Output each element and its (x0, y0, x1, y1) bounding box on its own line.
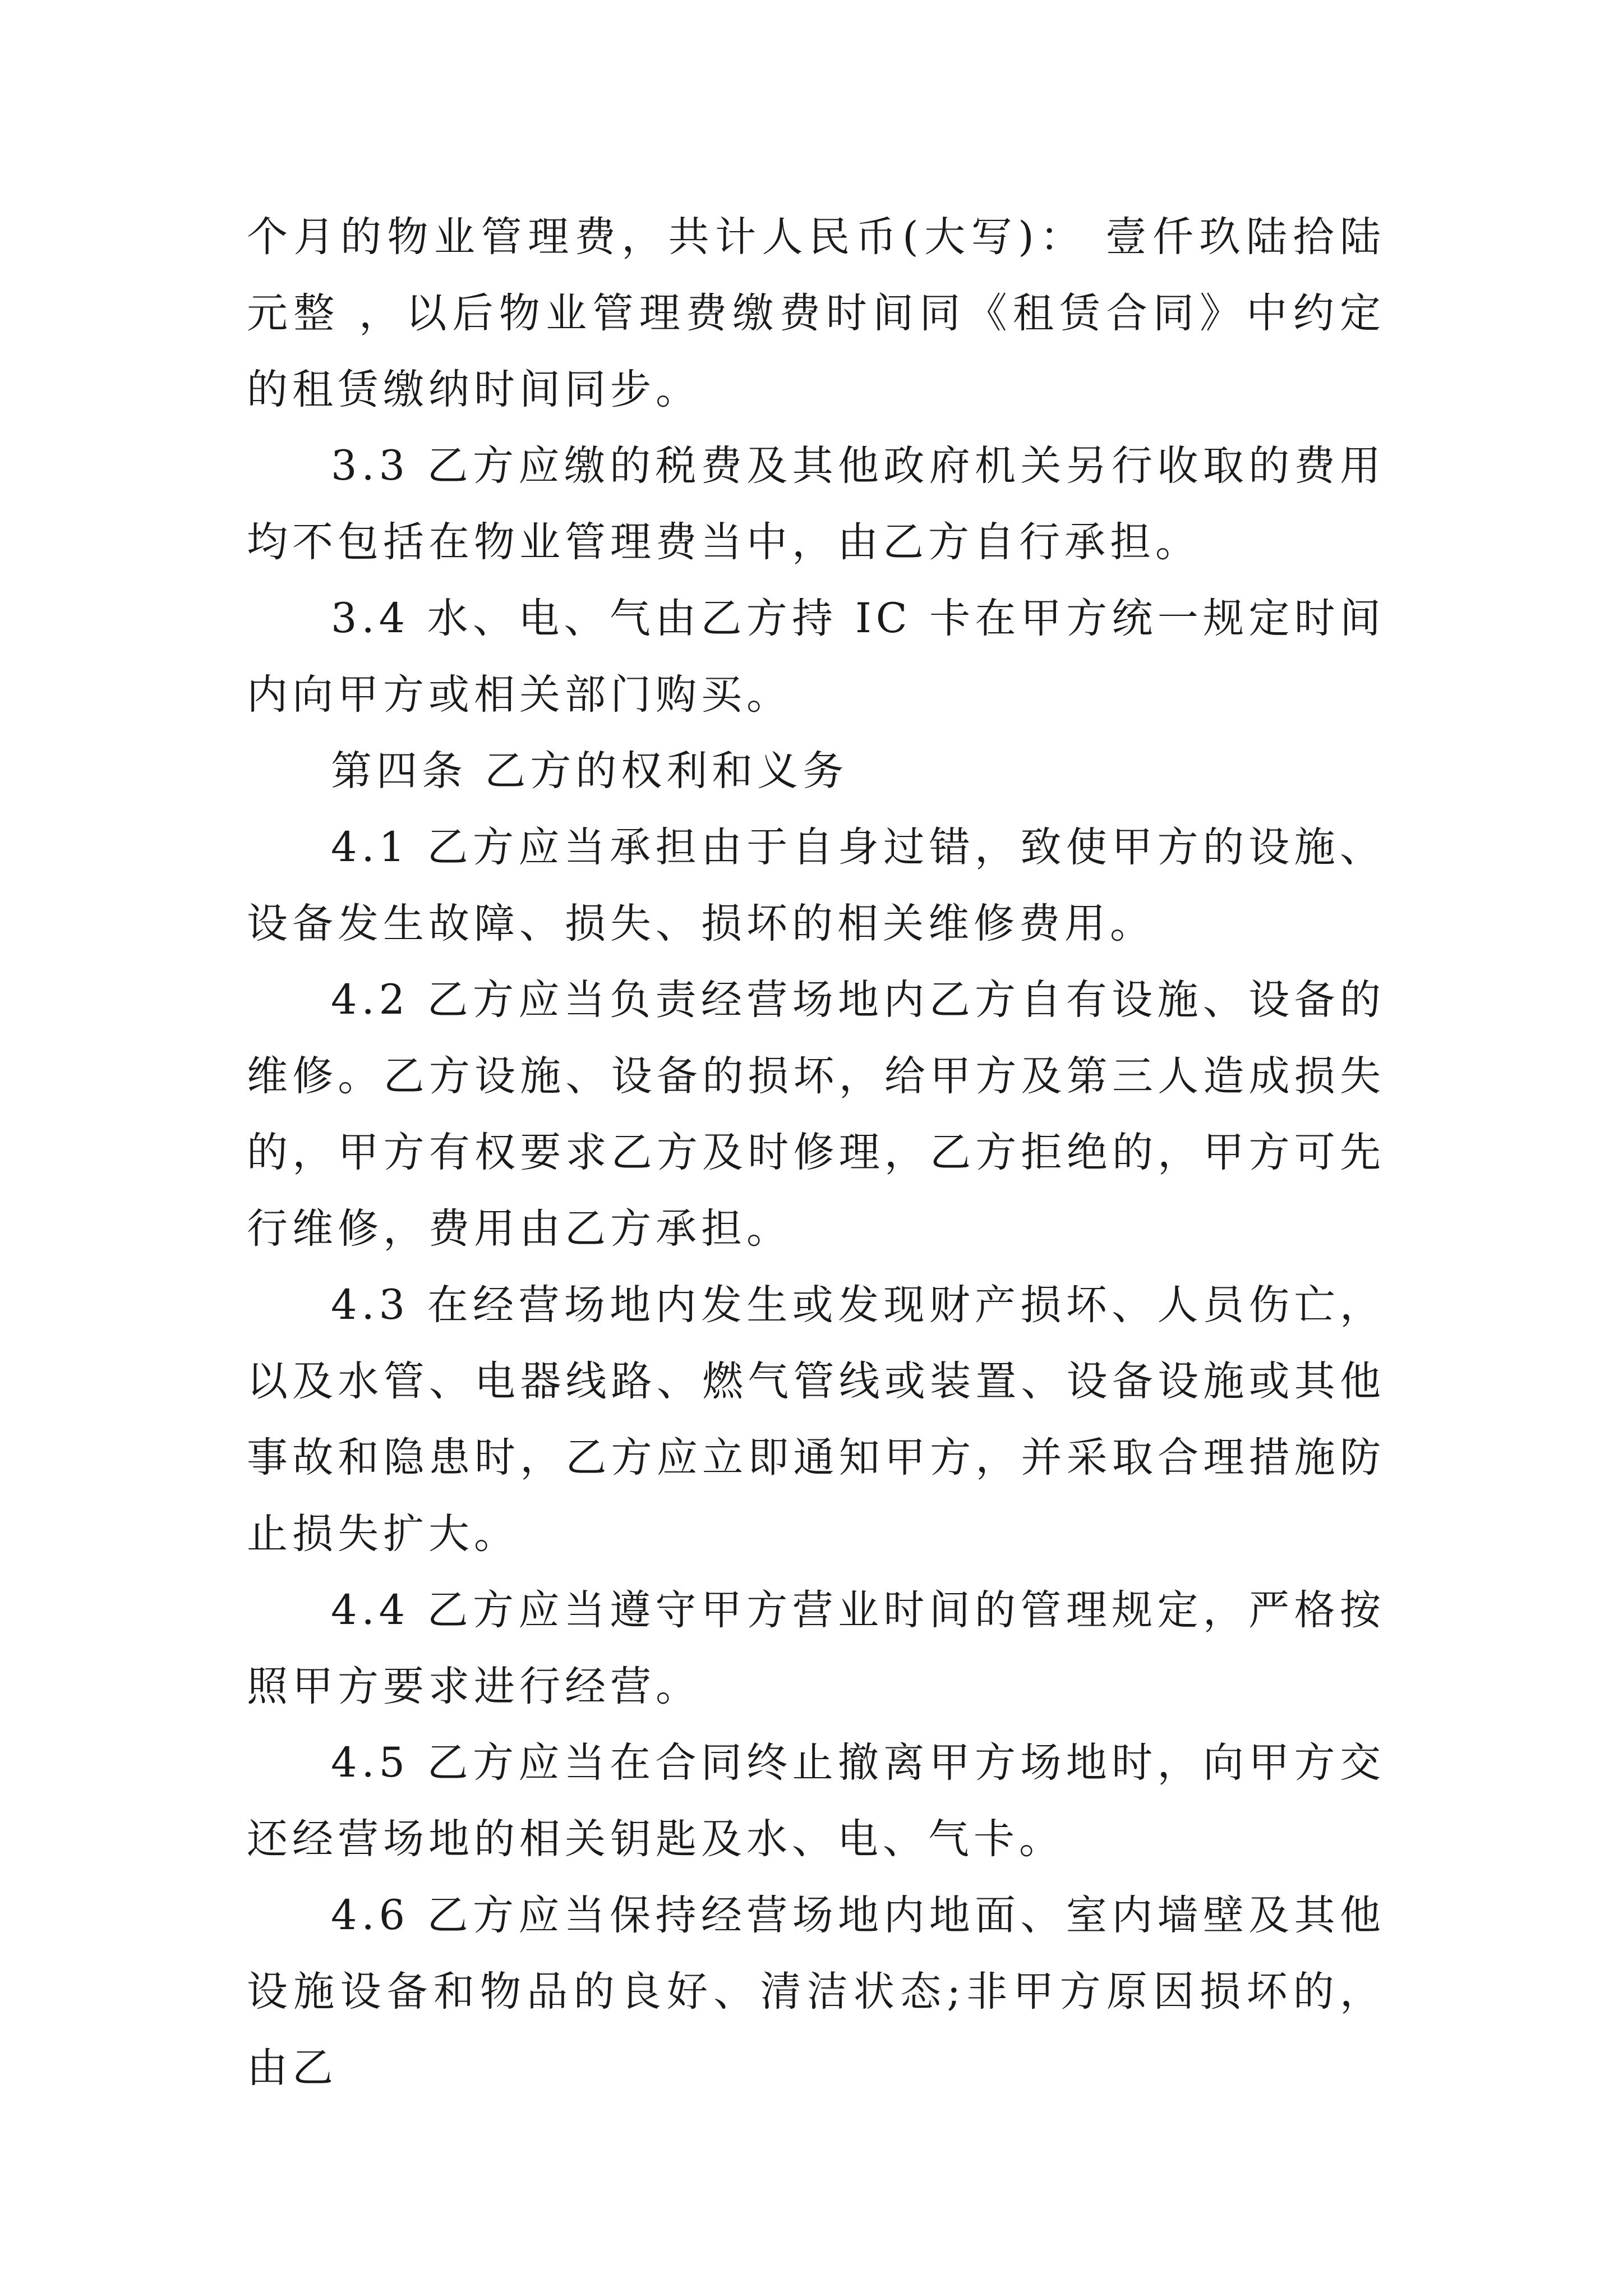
paragraph-3-2-continuation: 个月的物业管理费，共计人民币(大写)： 壹仟玖陆拾陆元整 ，以后物业管理费缴费时间同《租赁合同》中约定的租赁缴纳时间同步。 (247, 213, 1385, 413)
paragraph-4-4: 4.4 乙方应当遵守甲方营业时间的管理规定，严格按照甲方要求进行经营。 (247, 1586, 1385, 1710)
paragraph-3-4: 3.4 水、电、气由乙方持 IC 卡在甲方统一规定时间内向甲方或相关部门购买。 (247, 595, 1385, 719)
paragraph-4-5: 4.5 乙方应当在合同终止撤离甲方场地时，向甲方交还经营场地的相关钥匙及水、电、气卡。 (247, 1739, 1385, 1863)
paragraph-4-1: 4.1 乙方应当承担由于自身过错，致使甲方的设施、设备发生故障、损失、损坏的相关维修费用。 (247, 823, 1385, 947)
document-body (247, 199, 1385, 2106)
paragraph-4-3: 4.3 在经营场地内发生或发现财产损坏、人员伤亡，以及水管、电器线路、燃气管线或装置、设备设施或其他事故和隐患时，乙方应立即通知甲方，并采取合理措施防止损失扩大。 (247, 1281, 1385, 1558)
paragraph-4-6: 4.6 乙方应当保持经营场地内地面、室内墙壁及其他设施设备和物品的良好、清洁状态;非甲方原因损坏的，由乙 (247, 1892, 1385, 2092)
paragraph-3-3: 3.3 乙方应缴的税费及其他政府机关另行收取的费用均不包括在物业管理费当中，由乙方自行承担。 (247, 442, 1385, 566)
paragraph-4-2: 4.2 乙方应当负责经营场地内乙方自有设施、设备的维修。乙方设施、设备的损坏，给甲方及第三人造成损失的，甲方有权要求乙方及时修理，乙方拒绝的，甲方可先行维修，费用由乙方承担。 (247, 976, 1385, 1253)
article-4-heading: 第四条 乙方的权利和义务 (331, 747, 849, 795)
